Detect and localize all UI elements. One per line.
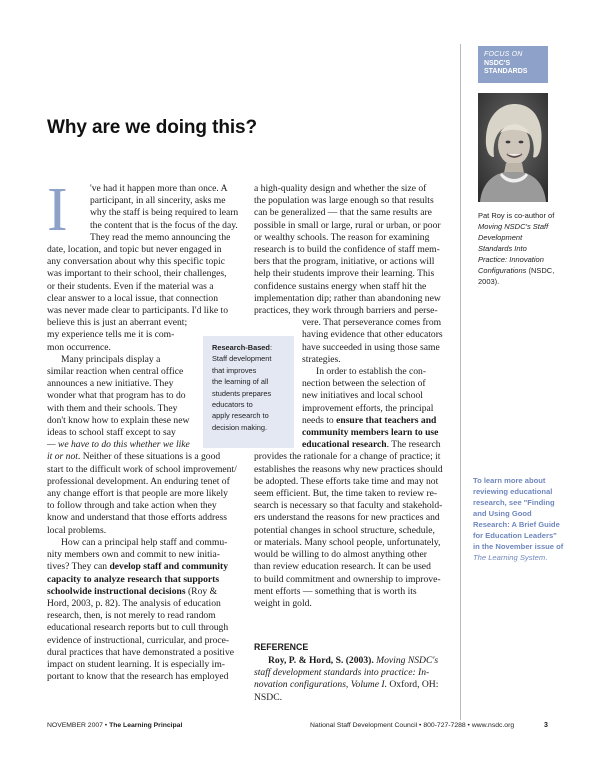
body-line: search is necessary so that faculty and stakehold- — [254, 500, 443, 512]
body-line-segment: develop staff and community — [109, 561, 229, 573]
body-line: portant to know that the research has employed — [47, 671, 229, 683]
author-bio-text: Pat Roy is co-author of — [478, 211, 555, 220]
author-bio — [478, 210, 558, 287]
reference-line-segment: Moving NSDC's — [376, 655, 439, 666]
focus-on-standards-banner — [478, 46, 548, 83]
page-number: 3 — [544, 722, 548, 729]
learn-more-end: . — [545, 553, 548, 562]
drop-cap: I — [47, 176, 68, 244]
body-line: start to the difficult work of school improvement/ — [47, 463, 237, 475]
reference-line-segment: novation configurations, Volume I. — [254, 679, 387, 691]
body-line: would be willing to do almost anything other — [254, 549, 427, 561]
body-line: having evidence that other educators — [302, 329, 443, 341]
focus-line-2: NSDC'S — [484, 59, 511, 67]
body-line: local problems. — [47, 524, 107, 536]
body-line: dural practices that have demonstrated a positive — [47, 646, 235, 658]
body-line: mon occurrence. — [47, 341, 111, 353]
learn-more-source: The Learning System — [473, 553, 546, 562]
body-line: ers understand the reasons for new practices and — [254, 512, 440, 524]
footer-publication: The Learning Principal — [109, 722, 183, 729]
body-line: Hord, 2003, p. 82). The analysis of education — [47, 597, 221, 609]
reference-line — [254, 679, 448, 691]
body-line: than review education research. It can be used — [254, 561, 431, 573]
body-line: ment efforts — something that is worth its — [254, 585, 417, 597]
body-line: why the staff is being required to learn — [90, 207, 239, 219]
body-line — [47, 451, 243, 463]
body-line: or materials. Many school people, unfortunately, — [254, 536, 441, 548]
body-line: implementation dip; rather than abandoning new — [254, 292, 441, 304]
footer-issue — [47, 722, 182, 729]
focus-line-3: STANDARDS — [484, 68, 528, 76]
callout-line: students prepares — [212, 388, 272, 398]
reference-line: staff development standards into practice: In- — [254, 667, 430, 679]
reference-line-segment: Roy, P. & Hord, S. (2003). — [268, 655, 374, 666]
body-line: — we have to do this whether we like — [47, 439, 190, 451]
body-line — [47, 561, 243, 573]
body-line: date, location, and topic but never engaged in — [47, 244, 222, 256]
body-line: confidence sustains energy when staff hit the — [254, 280, 427, 292]
body-line: wonder what that program has to do — [47, 390, 186, 402]
body-line: strategies. — [302, 353, 341, 365]
callout-line: educators to — [212, 400, 253, 410]
body-line: any change effort is that people are more likely — [47, 488, 228, 500]
reference-line: NSDC. — [254, 691, 282, 703]
body-line: educational research reports but to cull through — [47, 622, 229, 634]
body-line: They read the memo announcing the — [90, 231, 231, 243]
callout-label: Research-Based — [212, 343, 270, 352]
body-line: research, then, is not merely to read random — [47, 610, 216, 622]
body-line: community members learn to use — [302, 427, 439, 439]
callout-text — [212, 353, 288, 433]
body-line: establishes the reasons why new practices should — [254, 463, 443, 475]
body-line: be adopted. These efforts take time and may not — [254, 475, 439, 487]
body-line: bers that the program, initiative, or actions will — [254, 256, 435, 268]
body-line: with them and their schools. They — [47, 402, 178, 414]
body-line: the content that is the focus of the day. — [90, 219, 238, 231]
body-line — [47, 586, 243, 598]
body-line: potential changes in school structure, schedule, — [254, 524, 435, 536]
research-based-callout — [203, 336, 294, 448]
reference-heading: REFERENCE — [254, 642, 309, 652]
callout-line: decision making. — [212, 422, 268, 432]
body-line: impact on student learning. It is especially im- — [47, 658, 225, 670]
author-portrait — [478, 93, 548, 202]
body-line: announces a new initiative. They — [47, 378, 174, 390]
body-line: How can a principal help staff and commu- — [61, 536, 228, 548]
reference-line-segment: Oxford, OH: — [386, 679, 439, 691]
body-line: was important to their school, their challenges, — [47, 268, 227, 280]
author-portrait-image — [478, 93, 548, 202]
reference-entry — [254, 655, 448, 704]
body-line: participant, in all sincerity, asks me — [90, 195, 226, 207]
body-line: to build commitment and ownership to improve- — [254, 573, 441, 585]
body-line-segment: schoolwide instructional decisions — [47, 585, 186, 597]
body-line: was never made clear to participants. I'd like to — [47, 305, 229, 317]
reference-line — [254, 655, 448, 667]
body-line-segment: . The research — [386, 439, 441, 451]
body-line: professional development. An enduring tenet of — [47, 475, 230, 487]
body-line: provides the rationale for a change of practice; it — [254, 451, 441, 463]
body-line: In order to establish the con- — [316, 366, 427, 378]
article-title: Why are we doing this? — [47, 117, 257, 138]
body-line: ideas to school staff except to say — [47, 427, 176, 439]
learn-more-text: To learn more about reviewing educational research, see "Finding and Using Good Research: A Brief Guide for Education Leaders" in the November issue of — [473, 476, 564, 551]
body-line: capacity to analyze research that supports — [47, 573, 220, 585]
body-line: to follow through and take action when they — [47, 500, 217, 512]
callout-line: apply research to — [212, 411, 269, 421]
author-bio-publisher: (NSDC, 2003). — [478, 266, 555, 286]
callout-line: the learning of all — [212, 377, 269, 387]
body-line: have succeeded in using those same — [302, 341, 440, 353]
body-line: or wealthy schools. The reason for examining — [254, 231, 430, 243]
body-line: Many principals display a — [61, 353, 161, 365]
callout-line: Staff development — [212, 354, 272, 364]
body-line: weight in gold. — [254, 597, 312, 609]
body-line: know and understand that those efforts address — [47, 512, 227, 524]
body-line: new initiatives and local school — [302, 390, 423, 402]
body-line: practices, they work through barriers and perse- — [254, 305, 438, 317]
body-line: or their students. Even if the material was a — [47, 280, 214, 292]
focus-line-1: FOCUS ON — [484, 51, 523, 58]
author-book-title: Moving NSDC's Staff Development Standards Into Practice: Innovation Configurations — [478, 222, 549, 275]
body-line: can be generalized — that the same results are — [254, 207, 432, 219]
body-line: believe this is just an aberrant event; — [47, 317, 188, 329]
callout-colon: : — [269, 343, 272, 352]
body-line: nity members own and commit to new initia- — [47, 549, 220, 561]
body-line: nection between the selection of — [302, 378, 426, 390]
body-line-segment: (Roy & — [185, 585, 218, 597]
body-line: clear answer to a local issue, that connection — [47, 292, 219, 304]
body-line-segment: educational research — [302, 439, 387, 451]
body-line: any conversation about why this specific topic — [47, 256, 225, 268]
body-line: research is to build the confidence of staff mem- — [254, 244, 440, 256]
body-line-segment: . Neither of these situations is a good — [77, 451, 221, 463]
body-line-segment: tives? They can — [47, 561, 110, 573]
body-line: a high-quality design and whether the size of — [254, 183, 427, 194]
body-line: evidence of instructional, curricular, and proce- — [47, 634, 230, 646]
body-line-segment: it or not — [47, 451, 78, 463]
footer-date: NOVEMBER 2007 • — [47, 722, 110, 729]
body-line: the population was large enough so that results — [254, 195, 434, 207]
body-line: seem efficient. But, the time taken to review re- — [254, 488, 438, 500]
body-line: my experience tells me it is com- — [47, 329, 175, 341]
body-line: 've had it happen more than once. A — [90, 183, 228, 194]
body-line: similar reaction when central office — [47, 366, 184, 378]
body-line: help their students improve their learning. This — [254, 268, 435, 280]
sidebar-divider — [460, 44, 461, 720]
body-line: improvement efforts, the principal — [302, 402, 434, 414]
body-line: vere. That perseverance comes from — [302, 317, 442, 329]
learn-more-note — [473, 475, 565, 563]
body-line-segment: needs to — [302, 414, 337, 426]
body-line-segment: ensure that teachers and — [336, 414, 437, 426]
footer-contact: National Staff Development Council • 800-727-7288 • www.nsdc.org — [310, 722, 515, 729]
body-line: don't know how to explain these new — [47, 414, 190, 426]
callout-line: that improves — [212, 365, 257, 375]
body-line: possible in small or large, rural or urban, or poor — [254, 219, 441, 231]
